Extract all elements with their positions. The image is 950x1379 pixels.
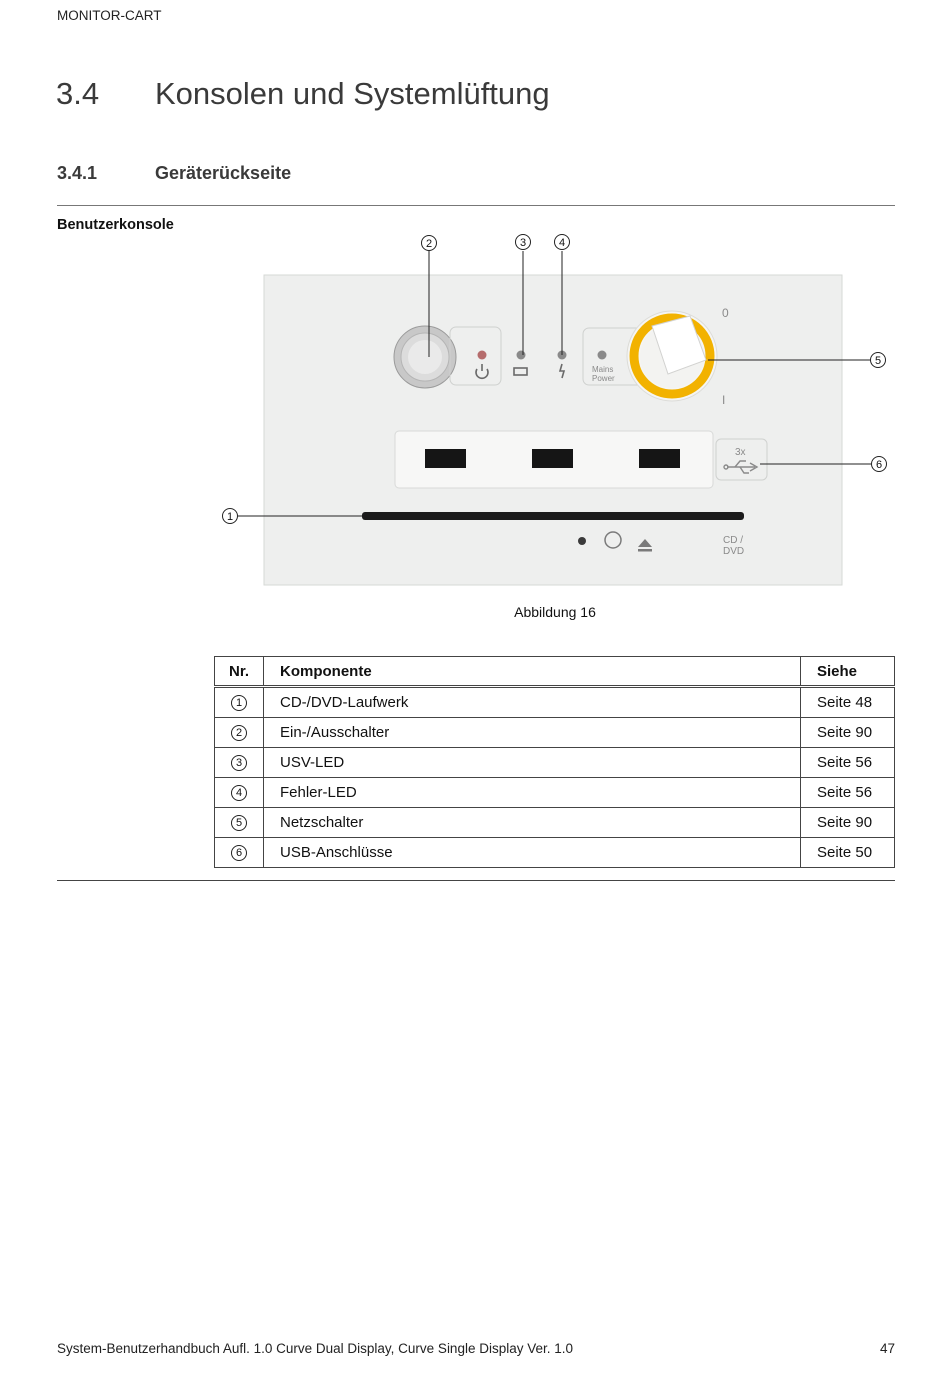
subsection-number: 3.4.1	[57, 163, 98, 183]
header-component: Komponente	[264, 657, 801, 687]
section-heading	[56, 76, 550, 112]
row-number: 2	[231, 725, 247, 741]
optical-drive-slot	[362, 512, 744, 520]
callout-5: 5	[874, 355, 882, 367]
callout-4: 4	[558, 237, 566, 249]
usb-ports	[425, 449, 680, 468]
callout-3: 3	[519, 237, 527, 249]
table-header-row	[215, 657, 895, 687]
bottom-divider	[57, 880, 895, 881]
drive-label-line1: CD /	[723, 535, 743, 546]
mains-led	[598, 351, 607, 360]
row-component: Ein-/Ausschalter	[264, 718, 801, 748]
table-row	[215, 838, 895, 868]
subsection-title: Geräterückseite	[155, 163, 292, 183]
callout-1: 1	[226, 511, 234, 523]
top-divider	[57, 205, 895, 206]
usb-count-label: 3x	[735, 447, 746, 458]
row-number: 3	[231, 755, 247, 771]
switch-on-label: I	[722, 393, 726, 407]
power-button	[394, 326, 456, 388]
usb-port	[532, 449, 573, 468]
section-title: Konsolen und Systemlüftung	[155, 76, 550, 111]
mains-label-line2: Power	[592, 374, 615, 383]
row-see: Seite 90	[801, 718, 895, 748]
row-number: 1	[231, 695, 247, 711]
header-nr: Nr.	[215, 657, 264, 687]
console-figure	[210, 228, 900, 598]
subsection-heading	[57, 163, 291, 184]
table-row	[215, 808, 895, 838]
figure-caption: Abbildung 16	[514, 604, 596, 620]
console-panel	[264, 275, 842, 585]
row-see: Seite 48	[801, 687, 895, 718]
row-see: Seite 50	[801, 838, 895, 868]
table-row	[215, 748, 895, 778]
mains-switch	[627, 311, 717, 401]
drive-led	[578, 537, 586, 545]
header-see: Siehe	[801, 657, 895, 687]
row-number: 5	[231, 815, 247, 831]
callout-6: 6	[875, 459, 883, 471]
ups-led	[517, 351, 526, 360]
row-component: USV-LED	[264, 748, 801, 778]
usb-port	[639, 449, 680, 468]
row-component: Fehler-LED	[264, 778, 801, 808]
table-row	[215, 778, 895, 808]
row-number: 6	[231, 845, 247, 861]
row-component: USB-Anschlüsse	[264, 838, 801, 868]
side-label: Benutzerkonsole	[57, 217, 174, 233]
page-number: 47	[879, 1341, 895, 1356]
row-component: Netzschalter	[264, 808, 801, 838]
usb-port	[425, 449, 466, 468]
row-component: CD-/DVD-Laufwerk	[264, 687, 801, 718]
table-row	[215, 687, 895, 718]
row-see: Seite 56	[801, 778, 895, 808]
footer-document-title: System-Benutzerhandbuch Aufl. 1.0 Curve Dual Display, Curve Single Display Ver. 1.0	[57, 1341, 574, 1356]
power-led	[478, 351, 487, 360]
drive-label-line2: DVD	[723, 546, 745, 557]
row-see: Seite 90	[801, 808, 895, 838]
callout-2: 2	[425, 238, 433, 250]
row-see: Seite 56	[801, 748, 895, 778]
running-header: MONITOR-CART	[57, 8, 162, 23]
component-table	[214, 656, 895, 868]
mains-label-line1: Mains	[592, 365, 614, 374]
row-number: 4	[231, 785, 247, 801]
section-number: 3.4	[56, 76, 100, 111]
table-row	[215, 718, 895, 748]
switch-off-label: 0	[722, 306, 729, 320]
